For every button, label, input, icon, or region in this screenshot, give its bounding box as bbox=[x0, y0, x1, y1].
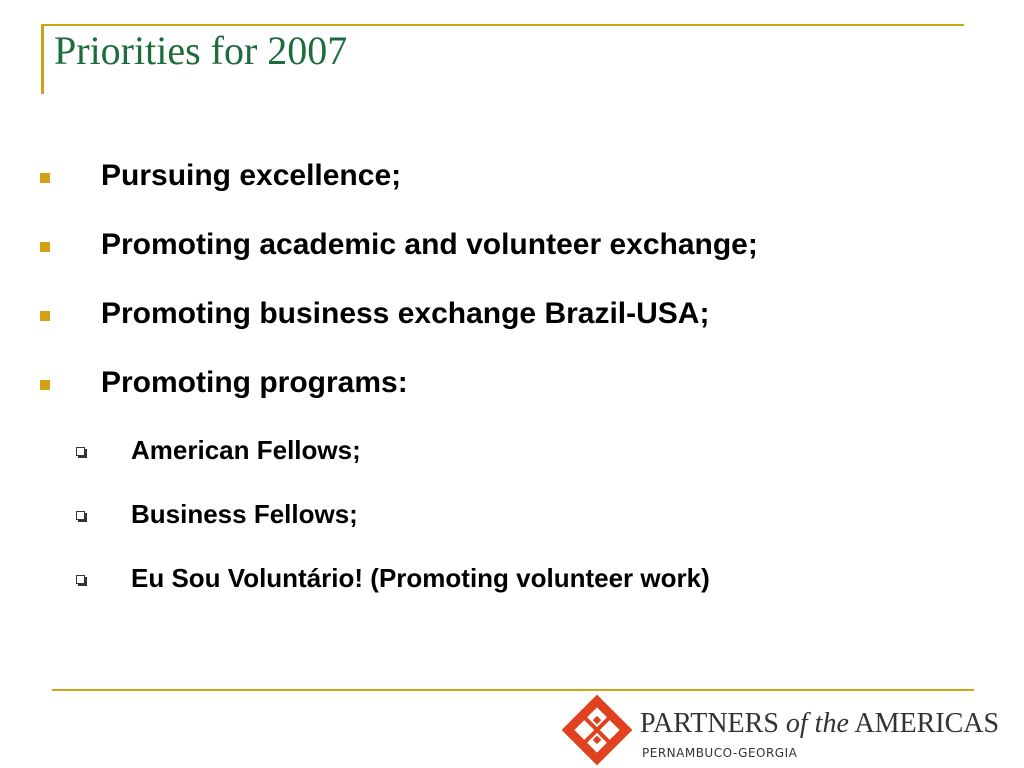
list-item bbox=[0, 223, 1024, 292]
title-frame-horizontal-rule bbox=[41, 24, 964, 26]
square-bullet-icon bbox=[40, 311, 50, 321]
title-frame-vertical-rule bbox=[41, 24, 44, 94]
list-item bbox=[0, 292, 1024, 361]
priorities-list bbox=[0, 154, 1024, 622]
sub-list-item bbox=[0, 430, 1024, 494]
sub-bullet-text: Eu Sou Voluntário! (Promoting volunteer work) bbox=[131, 563, 710, 593]
logo-name-americas: AMERICAS bbox=[848, 708, 1000, 739]
hollow-square-bullet-icon bbox=[76, 575, 85, 584]
logo-name-partners: PARTNERS bbox=[640, 708, 786, 739]
list-item bbox=[0, 361, 1024, 430]
bullet-text: Promoting academic and volunteer exchange; bbox=[101, 228, 758, 261]
hollow-square-bullet-icon bbox=[76, 447, 85, 456]
partners-logo bbox=[560, 692, 1024, 768]
logo-name-of-the: of the bbox=[785, 708, 849, 739]
logo-wordmark bbox=[640, 708, 999, 740]
sub-list-item bbox=[0, 558, 1024, 622]
bullet-text: Pursuing excellence; bbox=[101, 159, 402, 192]
sub-bullet-text: American Fellows; bbox=[131, 435, 361, 465]
square-bullet-icon bbox=[40, 380, 50, 390]
bullet-text: Promoting business exchange Brazil-USA; bbox=[101, 297, 710, 330]
sub-list-item bbox=[0, 494, 1024, 558]
square-bullet-icon bbox=[40, 242, 50, 252]
logo-subtitle: PERNAMBUCO-GEORGIA bbox=[642, 746, 798, 760]
diamond-logo-icon bbox=[562, 692, 632, 768]
footer-rule bbox=[52, 689, 974, 691]
sub-bullet-text: Business Fellows; bbox=[131, 499, 358, 529]
hollow-square-bullet-icon bbox=[76, 511, 85, 520]
slide-title: Priorities for 2007 bbox=[54, 28, 348, 73]
bullet-text: Promoting programs: bbox=[101, 366, 408, 399]
list-item bbox=[0, 154, 1024, 223]
square-bullet-icon bbox=[40, 173, 50, 183]
